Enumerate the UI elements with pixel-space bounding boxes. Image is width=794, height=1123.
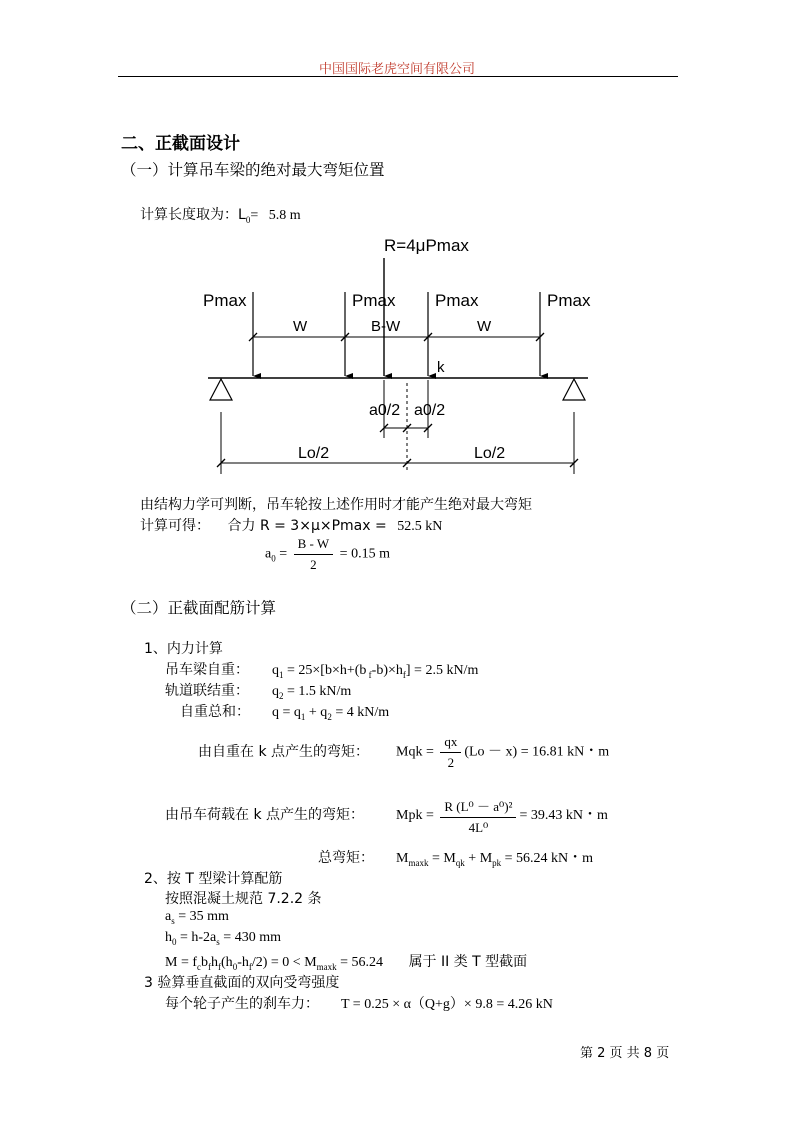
calc-length-sub: 0	[245, 214, 251, 225]
q1: q	[272, 663, 279, 678]
q2-rest: = 1.5 kN/m	[283, 684, 352, 699]
total-sw-label: 自重总和：	[180, 704, 250, 720]
step2-title: 2、按 T 型梁计算配筋	[144, 871, 283, 887]
m-h: h	[211, 955, 219, 970]
part1-title: （一）计算吊车梁的绝对最大弯矩位置	[121, 161, 385, 179]
brake-line	[165, 993, 553, 1013]
self-weight-label: 吊车梁自重：	[165, 662, 249, 678]
m-f2: f	[218, 961, 222, 972]
total-self-weight-line	[180, 701, 389, 722]
calc-length-label: 计算长度取为：L	[140, 207, 246, 223]
as-line	[165, 909, 229, 926]
q-sub1: 1	[300, 711, 306, 722]
q1-rest: = 25×[b×h+(b	[283, 663, 367, 678]
half-span-label-2: Lo/2	[474, 445, 506, 462]
q: q = q	[272, 705, 301, 720]
mpk-denominator: 4L⁰	[468, 820, 489, 835]
resultant-value: 52.5 kN	[397, 519, 443, 534]
q-rest: = 4 kN/m	[331, 705, 390, 720]
mqk-rhs: (Lo － x) = 16.81 kN・m	[464, 744, 610, 760]
m-maxk: maxk	[316, 961, 337, 972]
m-type: 属于 II 类 T 型截面	[408, 954, 528, 970]
mqk-lhs: Mqk =	[396, 744, 434, 760]
spacing-label-3: W	[477, 318, 492, 335]
q1-f-sub: f	[366, 669, 372, 680]
mpk-numerator: R (L⁰ － a⁰)²	[440, 796, 516, 818]
a0-formula	[265, 536, 390, 573]
part2-title: （二）正截面配筋计算	[121, 599, 277, 617]
mmax-eq: = M	[428, 851, 456, 866]
right-support	[563, 379, 585, 400]
m-b: b	[201, 955, 209, 970]
mqk-sub: qk	[455, 857, 465, 868]
calc-length-value: 5.8 m	[268, 208, 301, 223]
spacing-label-1: W	[293, 318, 308, 335]
a0-eq: =	[279, 546, 288, 562]
calc-length-eq: =	[250, 208, 259, 223]
total-moment-line	[318, 847, 593, 868]
spacing-label-2: B-W	[371, 318, 401, 335]
h0-lhs: h	[165, 930, 172, 945]
m-mid: (h	[221, 955, 233, 970]
self-weight-line	[165, 659, 478, 680]
m-formula: M = f	[165, 955, 198, 970]
as-rhs: = 35 mm	[174, 909, 229, 924]
h0-line	[165, 930, 281, 947]
track-label: 轨道联结重：	[165, 683, 249, 699]
m-rest: /2) = 0 < M	[251, 955, 317, 970]
header-company: 中国国际老虎空间有限公司	[318, 62, 475, 77]
a0-half-label-2: a0/2	[414, 402, 446, 419]
a0-lhs: a	[265, 546, 272, 562]
step3-title: 3 验算垂直截面的双向受弯强度	[144, 975, 340, 991]
q-mid: + q	[305, 705, 328, 720]
brake-formula: T = 0.25 × α（Q+g）× 9.8 = 4.26 kN	[341, 997, 553, 1012]
as-sub: s	[171, 915, 175, 926]
q1-rest2: -b)×h	[371, 663, 403, 678]
mqk-line	[198, 734, 609, 771]
code-ref: 按照混凝土规范 7.2.2 条	[165, 891, 322, 907]
m-f3: f	[248, 961, 252, 972]
q2: q	[272, 684, 279, 699]
m-val: = 56.24	[336, 955, 384, 970]
q2-sub: 2	[279, 690, 284, 701]
q1-f2-sub: f	[402, 669, 406, 680]
mpk-rhs: = 39.43 kN・m	[519, 808, 608, 824]
a0-result: = 0.15 m	[339, 546, 390, 562]
a0-half-label-1: a0/2	[369, 402, 401, 419]
mqk-denominator: 2	[447, 755, 455, 770]
q1-rest3: ] = 2.5 kN/m	[405, 663, 479, 678]
total-m-label: 总弯矩：	[318, 850, 374, 866]
mmax-sub: maxk	[408, 857, 429, 868]
mqk-numerator: qx	[440, 734, 461, 753]
h0-sub: 0	[172, 936, 177, 947]
a0-denominator: 2	[310, 557, 317, 572]
point-k-label: k	[437, 359, 445, 376]
q-sub2: 2	[327, 711, 332, 722]
step1-title: 1、内力计算	[144, 641, 223, 657]
a0-numerator: B - W	[294, 536, 334, 555]
a0-sub: 0	[271, 553, 276, 564]
load-label-4: Pmax	[547, 291, 591, 310]
m-c: c	[197, 961, 202, 972]
load-label-3: Pmax	[435, 291, 479, 310]
as-lhs: a	[165, 909, 172, 924]
half-span-label-1: Lo/2	[298, 445, 330, 462]
mmax-plus: + M	[464, 851, 493, 866]
load-label-2: Pmax	[352, 291, 396, 310]
mpk-sub: pk	[492, 857, 502, 868]
m-check-line	[165, 951, 527, 972]
m-0: 0	[232, 961, 238, 972]
mmax-rhs: = 56.24 kN・m	[501, 851, 594, 866]
section-title: 二、正截面设计	[121, 134, 240, 154]
h0-sub2: s	[216, 936, 220, 947]
resultant-calc-line	[140, 515, 442, 535]
h0-mid: = h-2a	[176, 930, 217, 945]
mpk-line	[165, 796, 608, 836]
brake-label: 每个轮子产生的刹车力：	[165, 996, 319, 1012]
resultant-label: R=4μPmax	[384, 236, 469, 255]
q1-sub: 1	[279, 669, 284, 680]
resultant-text: 合力 R = 3×μ×Pmax =	[227, 518, 387, 534]
page-number: 第 2 页 共 8 页	[580, 1046, 670, 1061]
h0-rhs: = 430 mm	[219, 930, 281, 945]
conclusion-line: 由结构力学可判断，吊车轮按上述作用时才能产生绝对最大弯矩	[140, 497, 532, 513]
mpk-lhs: Mpk =	[396, 808, 434, 824]
mmax-lhs: M	[396, 851, 409, 866]
calc-label: 计算可得：	[140, 518, 210, 534]
left-support	[210, 379, 232, 400]
mpk-label: 由吊车荷载在 k 点产生的弯矩：	[165, 807, 365, 824]
m-f1: f	[208, 961, 212, 972]
load-label-1: Pmax	[203, 291, 247, 310]
mqk-label: 由自重在 k 点产生的弯矩：	[198, 743, 370, 760]
m-mid2: -h	[237, 955, 249, 970]
track-weight-line	[165, 680, 351, 701]
